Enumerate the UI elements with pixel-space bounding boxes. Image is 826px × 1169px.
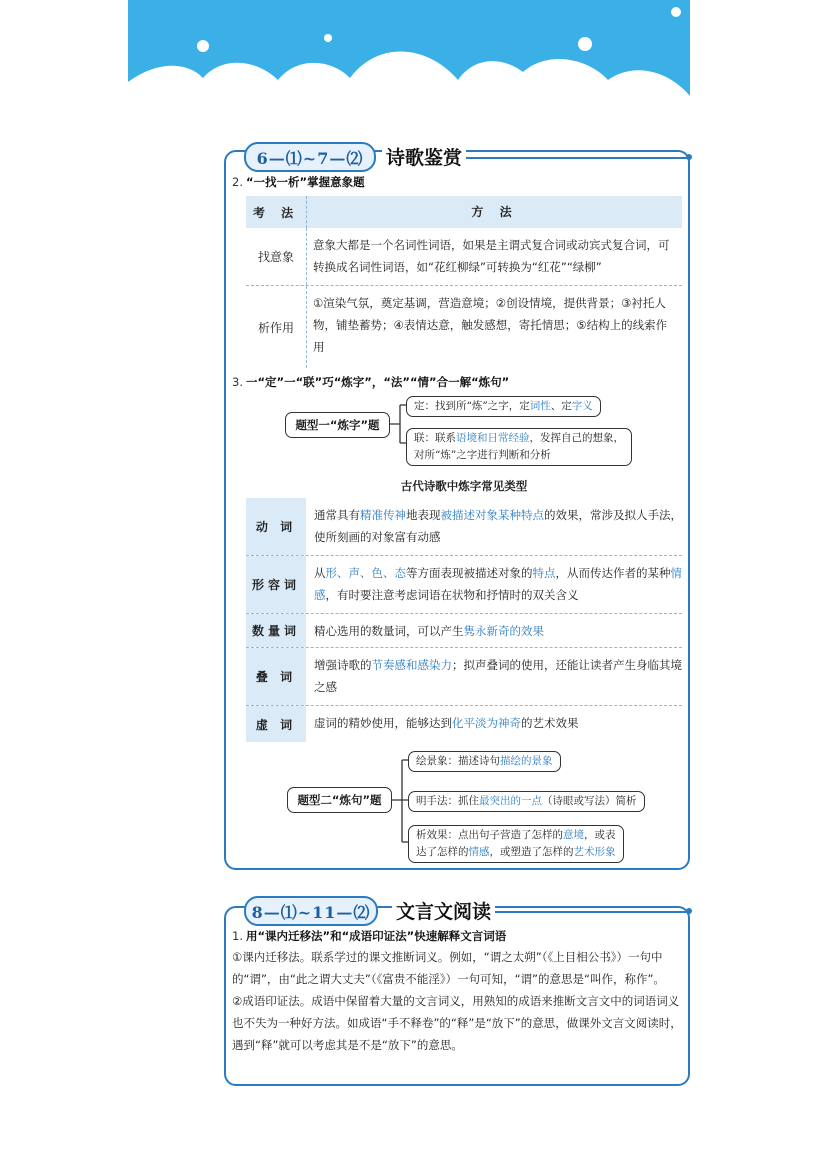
diagram-main-node: 题型一“炼字”题	[285, 412, 390, 438]
row-label: 数量词	[246, 614, 306, 647]
heading-text: 用“课内迁移法”和“成语印证法”快速解释文言词语	[245, 929, 507, 943]
row-label: 找意象	[257, 250, 294, 264]
section2-body	[232, 946, 684, 1056]
heading-3	[232, 374, 509, 390]
row-text	[306, 648, 682, 705]
section-title: 诗歌鉴赏	[382, 143, 466, 170]
table-row	[246, 706, 682, 742]
heading-number: 2.	[232, 175, 243, 189]
table-header-cell: 方 法	[471, 205, 518, 219]
branch-text: 绘景象：描述诗句	[416, 755, 500, 767]
table-row	[246, 228, 682, 286]
diagram-branch-node	[406, 396, 601, 417]
highlight-run: 节奏感和感染力	[371, 658, 452, 672]
branch-text: 达了怎样的	[416, 846, 469, 858]
text-run: ，从而传达作者的某种	[555, 566, 671, 580]
row-text: 意象大都是一个名词性词语，如果是主谓式复合词或动宾式复合词，可转换成名词性词语，如“花红柳绿”可转换为“红花”“绿柳”	[313, 238, 670, 274]
heading-number: 1.	[232, 929, 243, 943]
table-header-row	[246, 196, 682, 228]
table2-title: 古代诗歌中炼字常见类型	[400, 479, 528, 493]
diagram-main-node: 题型二“炼句”题	[287, 787, 392, 813]
diagram-branch-node	[406, 428, 632, 466]
row-label: 叠 词	[246, 648, 306, 705]
table-row	[246, 648, 682, 706]
branch-highlight: 词性	[529, 400, 551, 412]
imagery-table	[246, 196, 682, 368]
branch-text: ，或塑造了怎样的	[489, 846, 574, 858]
title-line-dot	[686, 154, 692, 160]
diagram-branch-node	[408, 825, 624, 863]
title-underline	[460, 157, 690, 159]
title-line-dot	[686, 908, 692, 914]
table-row	[246, 614, 682, 648]
row-label: 形容词	[246, 556, 306, 613]
branch-text: 析效果：点出句子营造了怎样的	[416, 829, 563, 841]
row-label: 析作用	[257, 320, 294, 335]
branch-text: ，发挥自己的想象，	[529, 432, 624, 444]
highlight-run: 被描述对象某种特点	[440, 508, 544, 522]
heading-1	[232, 928, 506, 944]
branch-text: （诗眼或写法）简析	[542, 795, 637, 807]
paragraph: ①课内迁移法。联系学过的课文推断词义。例如，“谓之太朔”（《上目相公书》）一句中的“谓”，由“此之谓大丈夫”（《富贵不能淫》）一句可知，“谓”的意思是“叫作，称作”。	[232, 950, 665, 986]
text-run: ，有时要注意考虑词语在状物和抒情时的双关含义	[325, 588, 579, 602]
text-run: 从	[314, 566, 326, 580]
table-row	[246, 286, 682, 368]
heading-2	[232, 174, 365, 190]
diagram-branch-node	[408, 751, 561, 772]
branch-text: ，或表	[584, 829, 616, 841]
section-title: 文言文阅读	[392, 897, 495, 924]
branch-text: 、定	[550, 400, 572, 412]
branch-text: 对所“炼”之字进行判断和分析	[414, 449, 551, 461]
branch-highlight: 语境和日常经验	[456, 432, 530, 444]
highlight-run: 特点	[532, 566, 556, 580]
table-header-cell: 考 法	[252, 205, 300, 220]
row-text: ①渲染气氛，奠定基调，营造意境；②创设情境，提供背景；③衬托人物，铺垫蓄势；④表情达意，触发感想，寄托情思；⑤结构上的线索作用	[313, 296, 668, 354]
section-tag: 6—⑴~7—⑵	[244, 142, 376, 172]
row-text	[306, 556, 682, 613]
top-banner	[128, 0, 690, 110]
branch-highlight: 字义	[571, 400, 593, 412]
paragraph: ②成语印证法。成语中保留着大量的文言词义，用熟知的成语来推断文言文中的词语词义也不失为一种好方法。如成语“手不释卷”的“释”是“放下”的意思，做课外文言文阅读时，遇到“释”就可以考虑其是不是“放下”的意思。	[232, 994, 682, 1052]
word-types-table	[246, 498, 682, 742]
heading-number: 3.	[232, 375, 243, 389]
branch-text: 联：联系	[414, 432, 456, 444]
row-text	[306, 498, 682, 555]
branch-highlight: 情感	[468, 846, 490, 858]
row-label: 动 词	[246, 498, 306, 555]
highlight-run: 形、声、色、态	[325, 566, 406, 580]
cloud-banner-graphic	[128, 0, 690, 110]
text-run: 精心选用的数量词，可以产生	[314, 624, 464, 638]
branch-text: 定：找到所“炼”之字，定	[414, 400, 530, 412]
row-text	[306, 614, 682, 647]
text-run: 通常具有	[314, 508, 360, 522]
branch-highlight: 最突出的一点	[479, 795, 542, 807]
highlight-run: 隽永新奇的效果	[463, 624, 544, 638]
branch-text: 明手法：抓住	[416, 795, 479, 807]
text-run: 虚词的精妙使用，能够达到	[314, 716, 452, 730]
table-row	[246, 556, 682, 614]
highlight-run: 情感	[314, 566, 682, 602]
text-run: 等方面表现被描述对象的	[406, 566, 533, 580]
branch-highlight: 艺术形象	[573, 846, 616, 858]
row-text	[306, 706, 682, 742]
text-run: 地表现	[406, 508, 441, 522]
highlight-run: 精准传神	[360, 508, 406, 522]
branch-highlight: 意境	[563, 829, 584, 841]
text-run: 增强诗歌的	[314, 658, 372, 672]
branch-highlight: 描绘的景象	[500, 755, 553, 767]
text-run: 的艺术效果	[521, 716, 579, 730]
diagram-branch-node	[408, 791, 645, 812]
heading-text: “一找一析”掌握意象题	[245, 175, 365, 189]
title-underline	[482, 911, 690, 913]
section-tag: 8—⑴~11—⑵	[244, 896, 378, 926]
table-row	[246, 498, 682, 556]
text-run: ；拟声叠词的使用，还能让读者产生身临其境之感	[314, 658, 682, 694]
heading-text: 一“定”一“联”巧“炼字”，“法”“情”合一解“炼句”	[245, 375, 510, 389]
text-run: 的效果，常涉及拟人手法，使所刻画的对象富有动感	[314, 508, 682, 544]
highlight-run: 化平淡为神奇	[452, 716, 521, 730]
row-label: 虚 词	[246, 706, 306, 742]
